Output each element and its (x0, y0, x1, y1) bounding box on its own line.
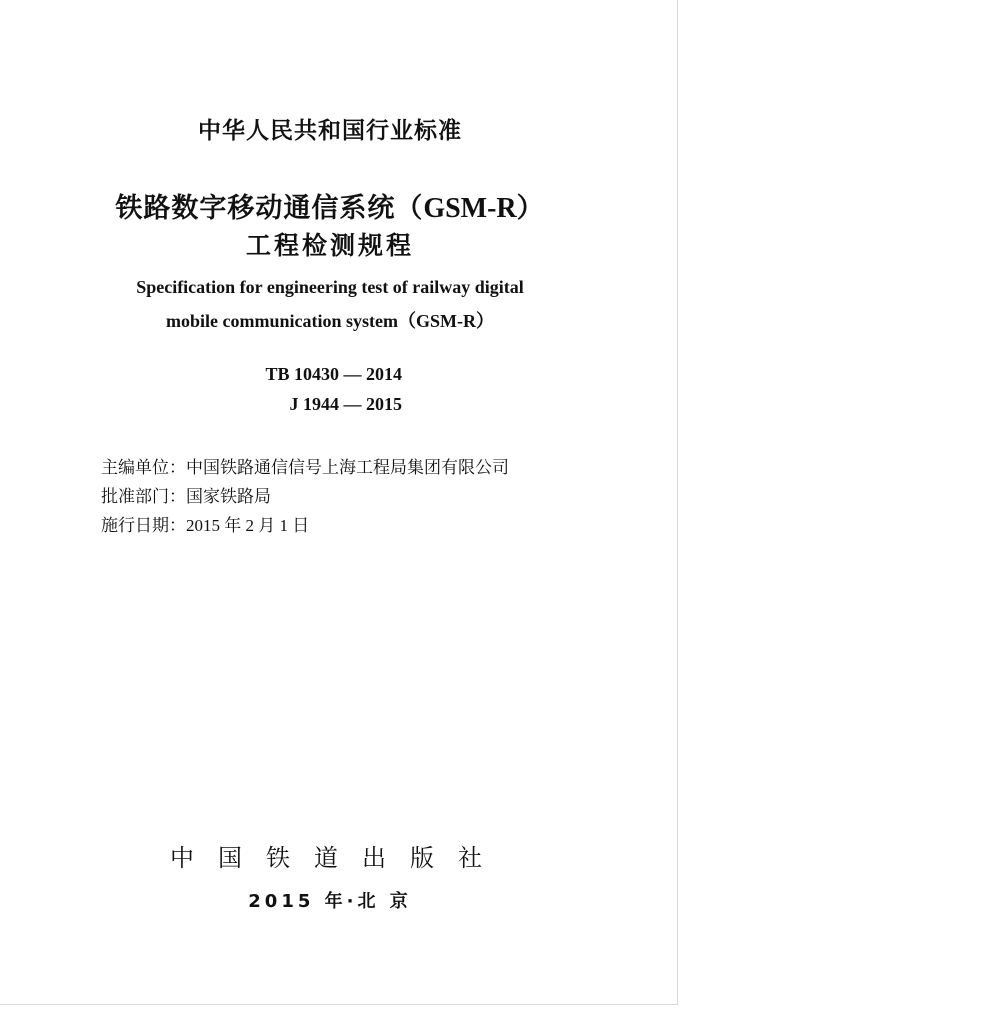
approver-value: 国家铁路局 (186, 487, 271, 507)
effective-date-line (101, 511, 309, 536)
title-cn-suffix: ） (516, 193, 545, 224)
title-cn-code: GSM-R (423, 193, 517, 224)
editor-line (101, 453, 509, 478)
title-en-line1: Specification for engineering test of railway digital (136, 277, 524, 297)
title-cn-line2: 工程检测规程 (245, 231, 414, 260)
publisher-name: 中国铁道出版社 (170, 844, 506, 872)
title-cn-line1 (0, 186, 660, 225)
standard-code-j: J 1944 — 2015 (289, 394, 402, 414)
date-value: 2015 年 2 月 1 日 (186, 516, 310, 535)
editor-value: 中国铁路通信信号上海工程局集团有限公司 (186, 458, 509, 478)
date-label: 施行日期： (101, 516, 186, 536)
standard-code-tb: TB 10430 — 2014 (265, 364, 402, 384)
approver-line (101, 482, 271, 507)
standard-header: 中华人民共和国行业标准 (198, 118, 462, 144)
publish-year-place: 2015 年·北 京 (248, 891, 412, 912)
editor-label: 主编单位： (101, 458, 186, 478)
title-en-line2: mobile communication system（GSM-R） (166, 311, 494, 331)
approver-label: 批准部门： (101, 487, 186, 507)
title-cn-prefix: 铁路数字移动通信系统（ (115, 193, 424, 224)
